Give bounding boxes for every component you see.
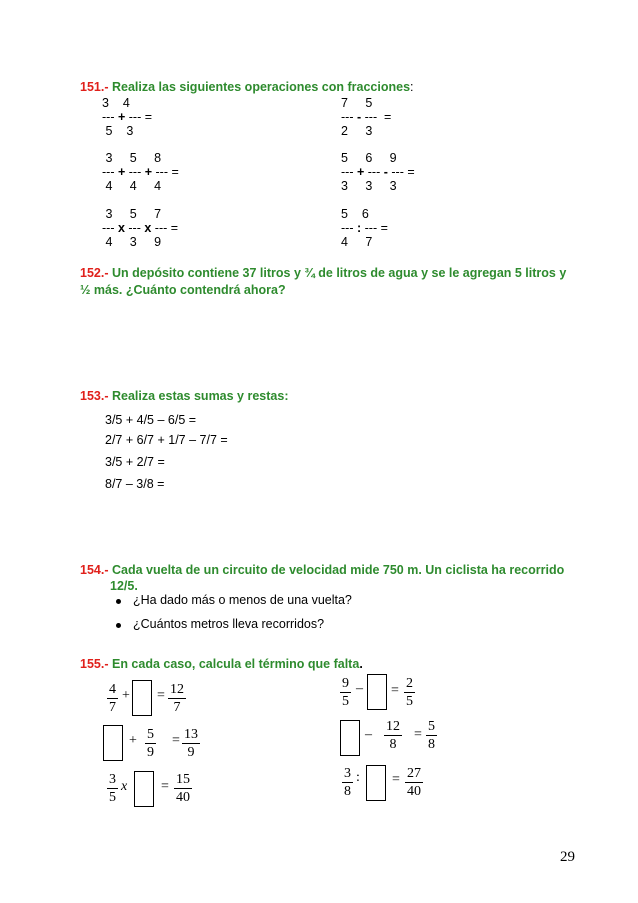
op3-numerators: 3 5 7 [102,207,162,221]
equals-sign: = [172,733,180,748]
answer-box[interactable] [340,720,360,756]
op2-denominators: 4 4 4 [102,179,162,193]
operator: : [356,770,360,785]
problem-number-155: 155.- [80,657,109,671]
answer-box[interactable] [103,725,123,761]
fraction: 3 5 [109,772,116,805]
answer-box[interactable] [366,765,386,801]
op6-numerators: 5 6 [341,207,369,221]
operator: – [356,681,363,696]
fraction: 3 8 [344,766,351,799]
answer-box[interactable] [367,674,387,710]
problem-title-151: Realiza las siguientes operaciones con fracciones [111,80,411,94]
fraction: 5 9 [147,727,154,760]
fraction: 12 7 [170,682,184,715]
op4-denominators: 2 3 [341,124,373,138]
bullet-icon [116,623,121,628]
equals-sign: = [391,683,399,698]
problem-text-154-line1: Cada vuelta de un circuito de velocidad mide 750 m. Un ciclista ha recorrido [111,563,565,577]
op4-numerators: 7 5 [341,96,373,110]
fraction: 13 9 [184,727,198,760]
sum-item-2: 2/7 + 6/7 + 1/7 – 7/7 = [105,433,228,447]
op2-bars: --- + --- + --- = [102,165,179,179]
operator: + [129,733,137,748]
op1-denominators: 5 3 [102,124,134,138]
operator: + [122,688,130,703]
heading-153 [80,389,288,403]
problem-title-155: En cada caso, calcula el término que falta [111,657,360,671]
title-period: . [359,657,363,671]
fraction: 4 7 [109,682,116,715]
problem-text-154-line2: 12/5. [110,579,138,593]
problem-number-151: 151.- [80,80,109,94]
problem-number-152: 152.- [80,266,109,280]
op1-bars: --- + --- = [102,110,153,124]
operator: – [365,727,372,742]
op5-denominators: 3 3 3 [341,179,397,193]
op3-denominators: 4 3 9 [102,235,162,249]
title-colon: : [410,80,414,94]
equals-sign: = [414,727,422,742]
sum-item-1: 3/5 + 4/5 – 6/5 = [105,413,197,427]
fraction: 2 5 [406,676,413,709]
heading-155 [80,657,363,671]
equals-sign: = [161,779,169,794]
fraction: 12 8 [386,719,400,752]
equals-sign: = [392,772,400,787]
answer-box[interactable] [134,771,154,807]
op2-numerators: 3 5 8 [102,151,162,165]
problem-number-154: 154.- [80,563,109,577]
op1-numerators: 3 4 [102,96,130,110]
problem-text-152-line2: ½ más. ¿Cuánto contendrá ahora? [80,283,286,297]
operator: x [121,779,128,794]
op6-bars: --- : --- = [341,221,388,235]
bullet-question-2: ¿Cuántos metros lleva recorridos? [133,617,325,631]
fraction: 9 5 [342,676,349,709]
heading-152 [80,266,566,280]
fraction: 5 8 [428,719,435,752]
op5-numerators: 5 6 9 [341,151,397,165]
sum-item-4: 8/7 – 3/8 = [105,477,165,491]
op3-bars: --- x --- x --- = [102,221,179,235]
bullet-icon [116,599,121,604]
problem-number-153: 153.- [80,389,109,403]
fraction: 15 40 [176,772,190,805]
heading-151 [80,80,414,94]
op4-bars: --- - --- = [341,110,392,124]
problem-text-152-line1: Un depósito contiene 37 litros y ¾ de litros de agua y se le agregan 5 litros y [111,266,567,280]
op5-bars: --- + --- - --- = [341,165,415,179]
answer-box[interactable] [132,680,152,716]
page-number: 29 [560,849,575,865]
heading-154 [80,563,564,577]
bullet-question-1: ¿Ha dado más o menos de una vuelta? [133,593,352,607]
fraction: 27 40 [407,766,421,799]
op6-denominators: 4 7 [341,235,373,249]
problem-title-153: Realiza estas sumas y restas: [111,389,289,403]
sum-item-3: 3/5 + 2/7 = [105,455,165,469]
equals-sign: = [157,688,165,703]
